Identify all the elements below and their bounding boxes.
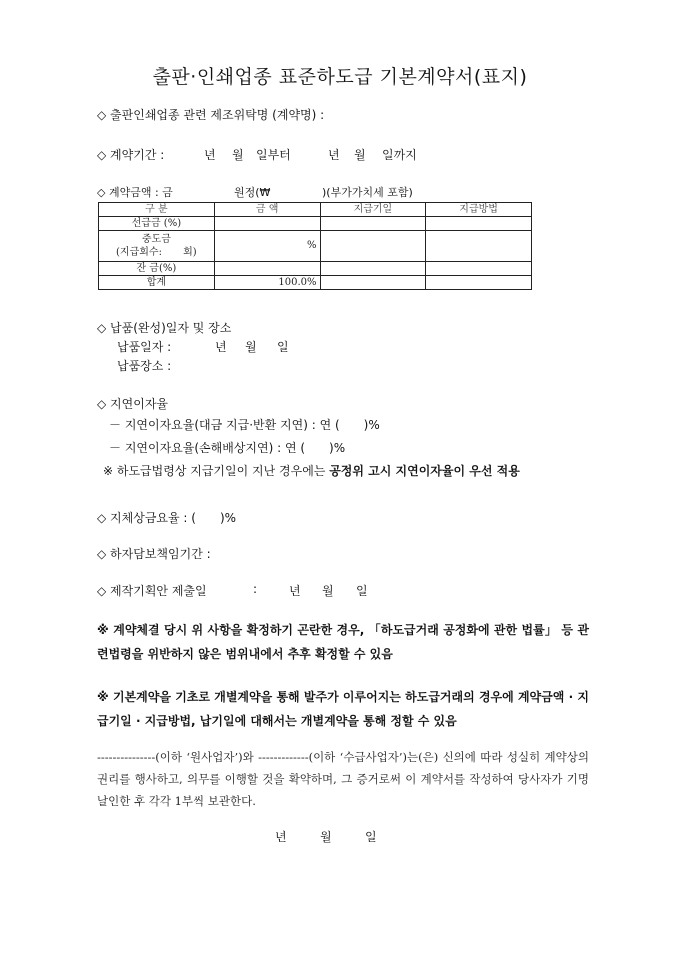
payment-table	[98, 202, 532, 290]
date-day: 일	[365, 830, 377, 844]
period-day1: 일부터	[256, 148, 291, 162]
advance-label: 선급금 (%)	[99, 217, 215, 231]
interim-label-line1: 중도금	[141, 234, 171, 245]
plan-month: 월	[322, 584, 334, 598]
delivery-label: ◇ 납품(완성)일자 및 장소	[97, 321, 232, 335]
amount-won: 원정(₩	[234, 186, 271, 199]
interest-note-bold: 공정위 고시 지연이자율이 우선 적용	[329, 464, 520, 478]
table-cell	[214, 262, 320, 276]
interim-label-line2: (지급회수:	[116, 247, 162, 258]
table-header-cell: 금 액	[214, 203, 320, 217]
table-header-cell: 지급기일	[320, 203, 426, 217]
table-cell	[426, 231, 532, 262]
interim-label	[99, 231, 215, 262]
table-header-cell: 지급방법	[426, 203, 532, 217]
interest-line1: － 지연이자요율(대금 지급·반환 지연) : 연 ( )%	[109, 418, 380, 432]
note-confirmation: ※ 계약체결 당시 위 사항을 확정하기 곤란한 경우, 「하도급거래 공정화에 관한 법률」 등 관련법령을 위반하지 않은 범위내에서 추후 확정할 수 있음	[97, 623, 589, 661]
plan-colon: :	[253, 582, 258, 596]
table-header-cell: 구 분	[99, 203, 215, 217]
delivery-year: 년	[215, 340, 227, 354]
amount-label: ◇ 계약금액 : 금	[97, 186, 173, 199]
interim-percent: %	[214, 231, 320, 262]
table-cell	[214, 217, 320, 231]
table-row-total	[99, 276, 532, 290]
date-year: 년	[275, 830, 287, 844]
contract-name-label: ◇ 출판인쇄업종 관련 제조위탁명 (계약명) :	[97, 108, 325, 122]
table-row-advance	[99, 217, 532, 231]
table-cell	[320, 231, 426, 262]
balance-label: 잔 금(%)	[99, 262, 215, 276]
delay-penalty-label: ◇ 지체상금요율 : ( )%	[97, 511, 237, 525]
table-row-balance	[99, 262, 532, 276]
period-day2: 일까지	[382, 148, 417, 162]
table-cell	[320, 217, 426, 231]
period-year2: 년	[328, 148, 340, 162]
plan-year: 년	[289, 584, 301, 598]
period-year1: 년	[204, 148, 216, 162]
table-header-row	[99, 203, 532, 217]
plan-label: ◇ 제작기획안 제출일	[97, 584, 207, 598]
interest-note-text: ※ 하도급법령상 지급기일이 지난 경우에는	[103, 464, 330, 478]
page-title: 출판·인쇄업종 표준하도급 기본계약서(표지)	[152, 66, 528, 88]
interest-label: ◇ 지연이자율	[97, 397, 169, 411]
period-month1: 월	[232, 148, 244, 162]
total-label: 합계	[99, 276, 215, 290]
delivery-day: 일	[277, 340, 289, 354]
period-label: ◇ 계약기간 :	[97, 148, 165, 162]
amount-vat: )(부가가치세 포함)	[322, 186, 413, 199]
interest-line2: － 지연이자요율(손해배상지연) : 연 ( )%	[109, 441, 346, 455]
table-cell	[426, 217, 532, 231]
interim-label-line3: 회)	[183, 247, 197, 258]
delivery-month: 월	[245, 340, 257, 354]
delivery-place-label: 납품장소 :	[117, 359, 172, 373]
table-cell	[320, 262, 426, 276]
warranty-label: ◇ 하자담보책임기간 :	[97, 547, 211, 561]
table-cell	[426, 262, 532, 276]
closing-paragraph: ---------------(이하 ‘원사업자’)와 -------------(이하 ‘수급사업자’)는(은) 신의에 따라 성실히 계약상의 권리를 행사하고, 의무를 이행할 것을 확약하며, 그 증거로써 이 계약서를 작성하여 당사자가 기명날인한 후 각각 1부씩 보관한다.	[97, 750, 589, 808]
note-individual-contract: ※ 기본계약을 기초로 개별계약을 통해 발주가 이루어지는 하도급거래의 경우에 계약금액 · 지급기일 · 지급방법, 납기일에 대해서는 개별계약을 통해 정할 수 있음	[97, 690, 589, 728]
table-cell	[426, 276, 532, 290]
delivery-date-label: 납품일자 :	[117, 340, 172, 354]
period-month2: 월	[354, 148, 366, 162]
interest-note	[103, 462, 520, 479]
table-row-interim	[99, 231, 532, 262]
plan-day: 일	[356, 584, 368, 598]
total-percent: 100.0%	[214, 276, 320, 290]
table-cell	[320, 276, 426, 290]
date-month: 월	[320, 830, 332, 844]
